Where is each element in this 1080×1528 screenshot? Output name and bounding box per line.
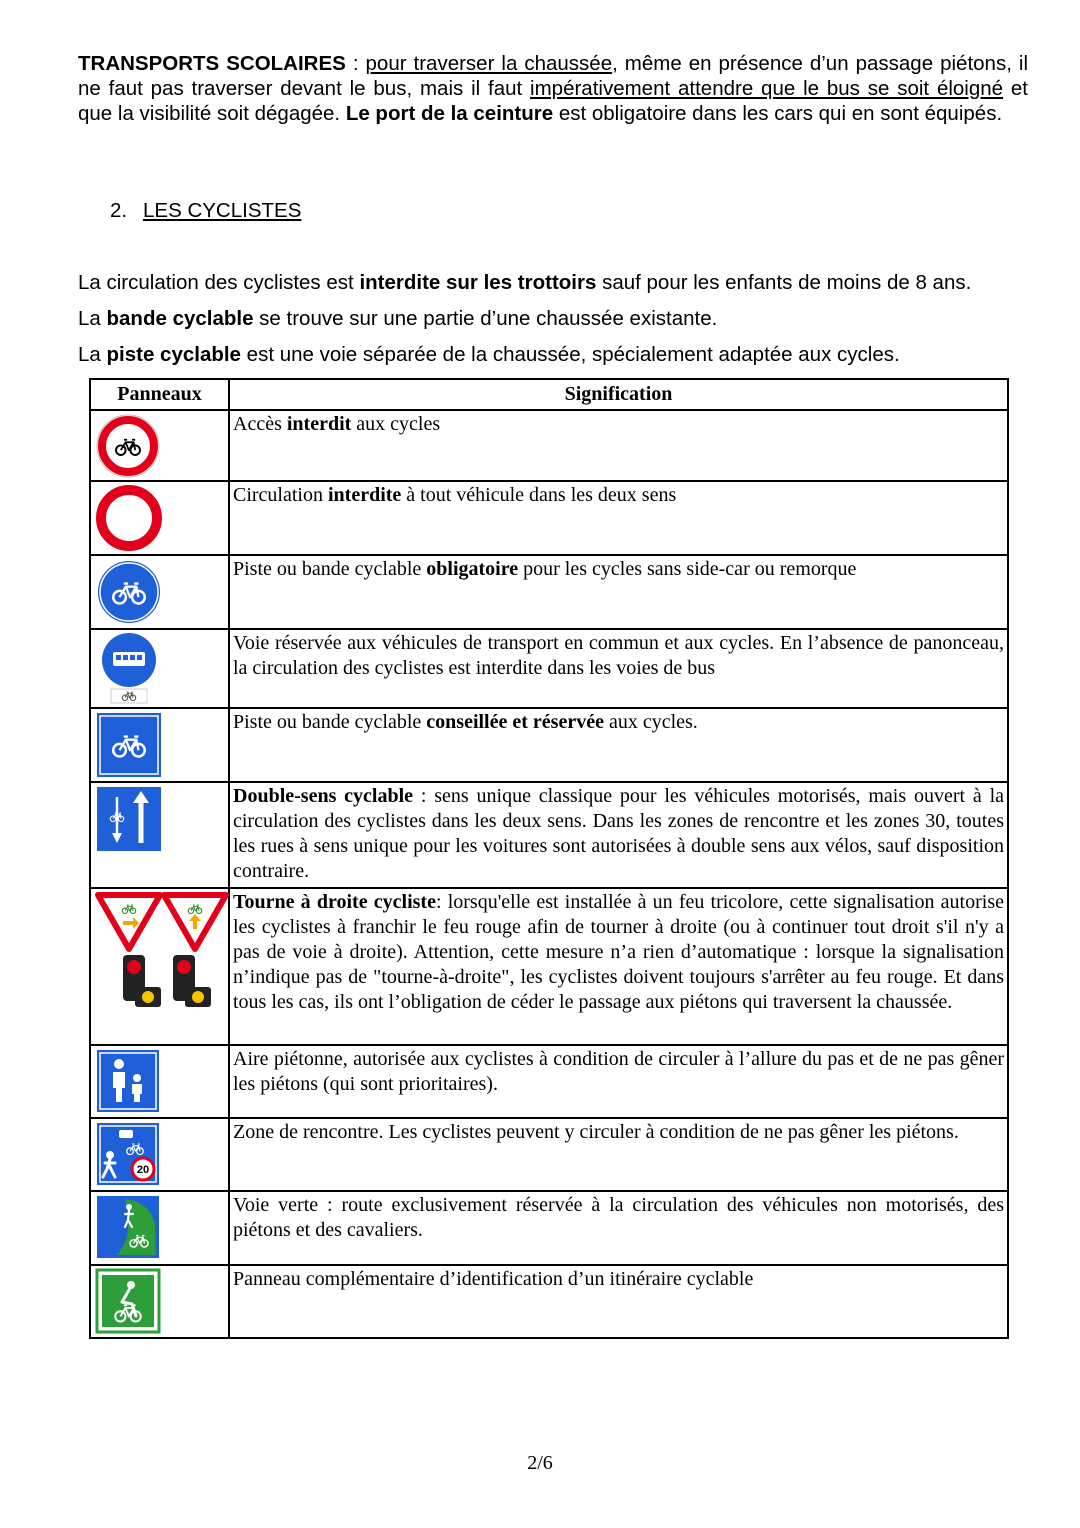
table-row — [90, 1191, 1008, 1265]
meaning-cell: Tourne à droite cycliste: lorsqu'elle est installée à un feu tricolore, cette signalisation autorise les cyclistes à franchir le feu rouge afin de tourner à droite (ou à continuer tout droit s'il n'y a pas de voie à droite). Attention, cette mesure n’a rien d’automatique : lorsque la signalisation n’indique pas de "tourne-à-droite", les cyclistes doivent toujours s'arrêter au feu rouge. Et dans tous les cas, ils ont l’obligation de céder le passage aux piétons qui traversent la chaussée. — [229, 888, 1008, 1045]
cycle-track-paragraph: La piste cyclable est une voie séparée de la chaussée, spécialement adaptée aux cycles. — [78, 343, 900, 366]
page-number: 2/6 — [527, 1452, 553, 1474]
no-vehicles-sign-icon — [95, 484, 163, 552]
meaning-cell: Accès interdit aux cycles — [229, 410, 1008, 481]
meaning-cell: Piste ou bande cyclable conseillée et réservée aux cycles. — [229, 708, 1008, 782]
speed-limit-label: 20 — [136, 1164, 150, 1176]
pedestrian-area-sign-icon — [95, 1048, 161, 1114]
signs-table — [89, 378, 1009, 1339]
school-transport-label: TRANSPORTS SCOLAIRES — [78, 52, 346, 75]
contraflow-cycle-sign-icon — [95, 785, 163, 853]
table-row — [90, 1045, 1008, 1118]
meaning-cell: Piste ou bande cyclable obligatoire pour les cycles sans side-car ou remorque — [229, 555, 1008, 629]
meaning-cell: Zone de rencontre. Les cyclistes peuvent y circuler à condition de ne pas gêner les piétons. — [229, 1118, 1008, 1191]
section-title: LES CYCLISTES — [143, 199, 302, 222]
bus-cycle-lane-sign-icon — [95, 632, 165, 706]
table-row — [90, 782, 1008, 888]
mandatory-cycle-path-sign-icon — [95, 558, 163, 626]
signs-column-header: Panneaux — [90, 379, 229, 410]
cycle-lane-paragraph: La bande cyclable se trouve sur une partie d’une chaussée existante. — [78, 307, 718, 330]
table-row — [90, 555, 1008, 629]
section-number: 2. — [110, 199, 128, 222]
meaning-cell: Double-sens cyclable : sens unique classique pour les véhicules motorisés, mais ouvert à la circulation des cyclistes dans les deux sens. Dans les zones de rencontre et les zones 30, toutes les rues à sens unique pour les voitures sont autorisées à double sens aux vélos, sauf disposition contraire. — [229, 782, 1008, 888]
meeting-zone-sign-icon — [95, 1121, 161, 1187]
meaning-cell: Circulation interdite à tout véhicule dans les deux sens — [229, 481, 1008, 555]
table-row — [90, 1265, 1008, 1338]
meaning-column-header: Signification — [229, 379, 1008, 410]
meaning-cell: Voie réservée aux véhicules de transport en commun et aux cycles. En l’absence de panonceau, la circulation des cyclistes est interdite dans les voies de bus — [229, 629, 1008, 708]
no-cycles-sign-icon — [95, 413, 161, 479]
cyclist-right-turn-sign-icon — [95, 891, 229, 1011]
table-row — [90, 888, 1008, 1045]
school-transport-paragraph: TRANSPORTS SCOLAIRES : pour traverser la chaussée, même en présence d’un passage piétons, il ne faut pas traverser devant le bus, mais il faut impérativement attendre que le bus se soit éloigné et que la visibilité soit dégagée. Le port de la ceinture est obligatoire dans les cars qui en sont équipés. — [78, 52, 1028, 125]
green-way-sign-icon — [95, 1194, 161, 1260]
table-row — [90, 481, 1008, 555]
recommended-cycle-path-sign-icon — [95, 711, 163, 779]
table-row — [90, 1118, 1008, 1191]
meaning-cell: Voie verte : route exclusivement réservée à la circulation des véhicules non motorisés, des piétons et des cavaliers. — [229, 1191, 1008, 1265]
table-row — [90, 410, 1008, 481]
meaning-cell: Panneau complémentaire d’identification d’un itinéraire cyclable — [229, 1265, 1008, 1338]
table-row — [90, 708, 1008, 782]
table-header-row — [90, 379, 1008, 410]
section-heading — [110, 199, 301, 223]
sidewalk-rule-paragraph: La circulation des cyclistes est interdite sur les trottoirs sauf pour les enfants de moins de 8 ans. — [78, 271, 972, 294]
meaning-cell: Aire piétonne, autorisée aux cyclistes à condition de circuler à l’allure du pas et de ne pas gêner les piétons (qui sont prioritaires). — [229, 1045, 1008, 1118]
table-row — [90, 629, 1008, 708]
cycle-route-sign-icon — [95, 1268, 161, 1334]
